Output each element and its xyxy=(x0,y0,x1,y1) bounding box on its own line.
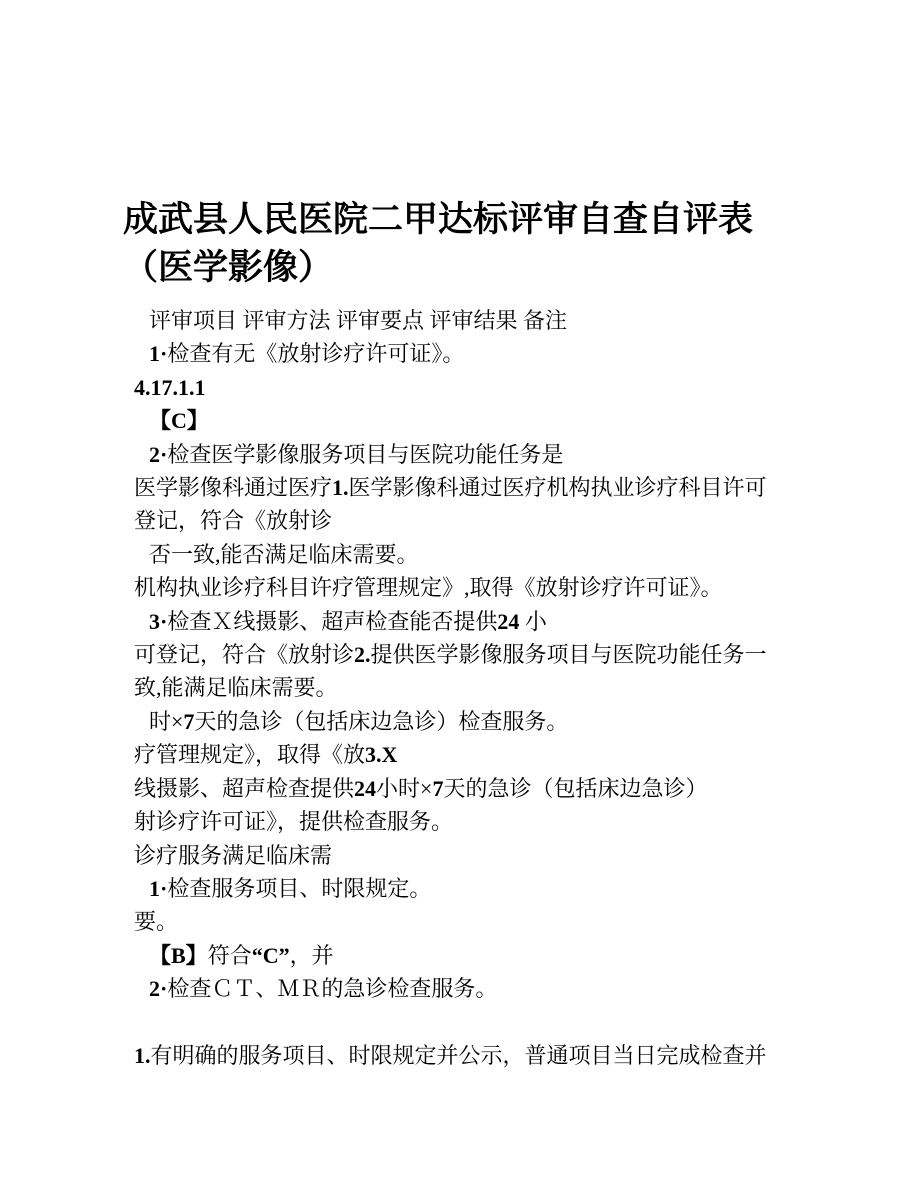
text-segment: 要。 xyxy=(134,909,179,935)
bold-text-segment: 【C】 xyxy=(149,408,209,434)
text-segment: ，并 xyxy=(289,942,334,968)
text-segment: 可登记，符合《放射诊 xyxy=(134,642,355,668)
bold-text-segment: 2· xyxy=(149,976,168,1002)
text-line xyxy=(134,337,906,370)
bold-text-segment: 1. xyxy=(134,1042,151,1068)
text-segment: 否一致,能否满足临床需要。 xyxy=(149,541,419,567)
text-line xyxy=(134,605,906,638)
text-line xyxy=(134,504,906,537)
text-segment: 医学影像科通过医疗 xyxy=(134,475,333,501)
bold-text-segment: 1· xyxy=(149,875,168,901)
text-line xyxy=(134,571,906,604)
text-line xyxy=(134,1039,906,1072)
document-title-line2: （医学影像） xyxy=(123,248,334,287)
bold-text-segment: 4.17.1.1 xyxy=(134,374,206,400)
text-segment: 诊疗服务满足临床需 xyxy=(134,842,333,868)
bold-text-segment: 7 xyxy=(183,708,195,734)
document-title xyxy=(123,196,753,292)
text-line xyxy=(134,972,906,1005)
text-segment: 天的急诊（包括床边急诊）检查服务。 xyxy=(194,708,569,734)
text-segment: 检查有无《放射诊疗许可证》。 xyxy=(167,341,465,367)
bold-text-segment: 24 xyxy=(354,775,377,801)
bold-text-segment: 3· xyxy=(149,608,168,634)
document-title-line1: 成武县人民医院二甲达标评审自查自评表 xyxy=(123,200,754,239)
text-segment: 有明确的服务项目、时限规定并公示，普通项目当日完成检查并 xyxy=(150,1042,767,1068)
text-line xyxy=(134,738,906,771)
bold-text-segment: 【B】 xyxy=(149,942,208,968)
text-line xyxy=(134,939,906,972)
text-line xyxy=(134,304,906,337)
text-line xyxy=(134,671,906,704)
text-segment: 检查Ｘ线摄影、超声检查能否提供 xyxy=(167,608,498,634)
text-line xyxy=(134,805,906,838)
text-segment: 小 xyxy=(519,608,547,634)
text-line xyxy=(134,638,906,671)
text-line xyxy=(134,839,906,872)
bold-text-segment: 1. xyxy=(332,475,349,501)
text-line xyxy=(134,1006,906,1039)
text-line xyxy=(134,438,906,471)
text-line xyxy=(134,371,906,404)
text-line xyxy=(134,905,906,938)
text-line xyxy=(134,772,906,805)
bold-text-segment: “C” xyxy=(251,942,290,968)
text-line xyxy=(134,471,906,504)
bold-text-segment: 3.X xyxy=(365,742,398,768)
bold-text-segment: 7 xyxy=(432,775,444,801)
text-segment: 时× xyxy=(149,708,184,734)
text-line xyxy=(134,538,906,571)
bold-text-segment: 2· xyxy=(149,441,168,467)
text-segment: 小时× xyxy=(376,775,433,801)
text-segment: 致,能满足临床需要。 xyxy=(134,675,338,701)
document-body xyxy=(134,304,906,1072)
text-line xyxy=(134,404,906,437)
text-segment: 检查ＣＴ、ＭＲ的急诊检查服务。 xyxy=(167,976,498,1002)
text-segment: 检查服务项目、时限规定。 xyxy=(167,875,432,901)
bold-text-segment: 1· xyxy=(149,341,168,367)
text-segment: 符合 xyxy=(207,942,252,968)
text-segment: 提供医学影像服务项目与医院功能任务一 xyxy=(370,642,767,668)
text-segment: 检查医学影像服务项目与医院功能任务是 xyxy=(167,441,564,467)
text-segment: 医学影像科通过医疗机构执业诊疗科目许可 xyxy=(348,475,767,501)
text-line xyxy=(134,705,906,738)
text-segment: 天的急诊（包括床边急诊） xyxy=(443,775,708,801)
text-segment: 射诊疗许可证》，提供检查服务。 xyxy=(134,809,454,835)
text-segment: 评审项目 评审方法 评审要点 评审结果 备注 xyxy=(149,308,568,333)
text-line xyxy=(134,872,906,905)
text-segment: 机构执业诊疗科目许疗管理规定》,取得《放射诊疗许可证》。 xyxy=(134,575,723,601)
bold-text-segment: 2. xyxy=(354,642,371,668)
text-segment: 线摄影、超声检查提供 xyxy=(134,775,355,801)
text-segment: 疗管理规定》，取得《放 xyxy=(134,742,366,768)
text-segment: 登记，符合《放射诊 xyxy=(134,508,333,534)
bold-text-segment: 24 xyxy=(497,608,520,634)
